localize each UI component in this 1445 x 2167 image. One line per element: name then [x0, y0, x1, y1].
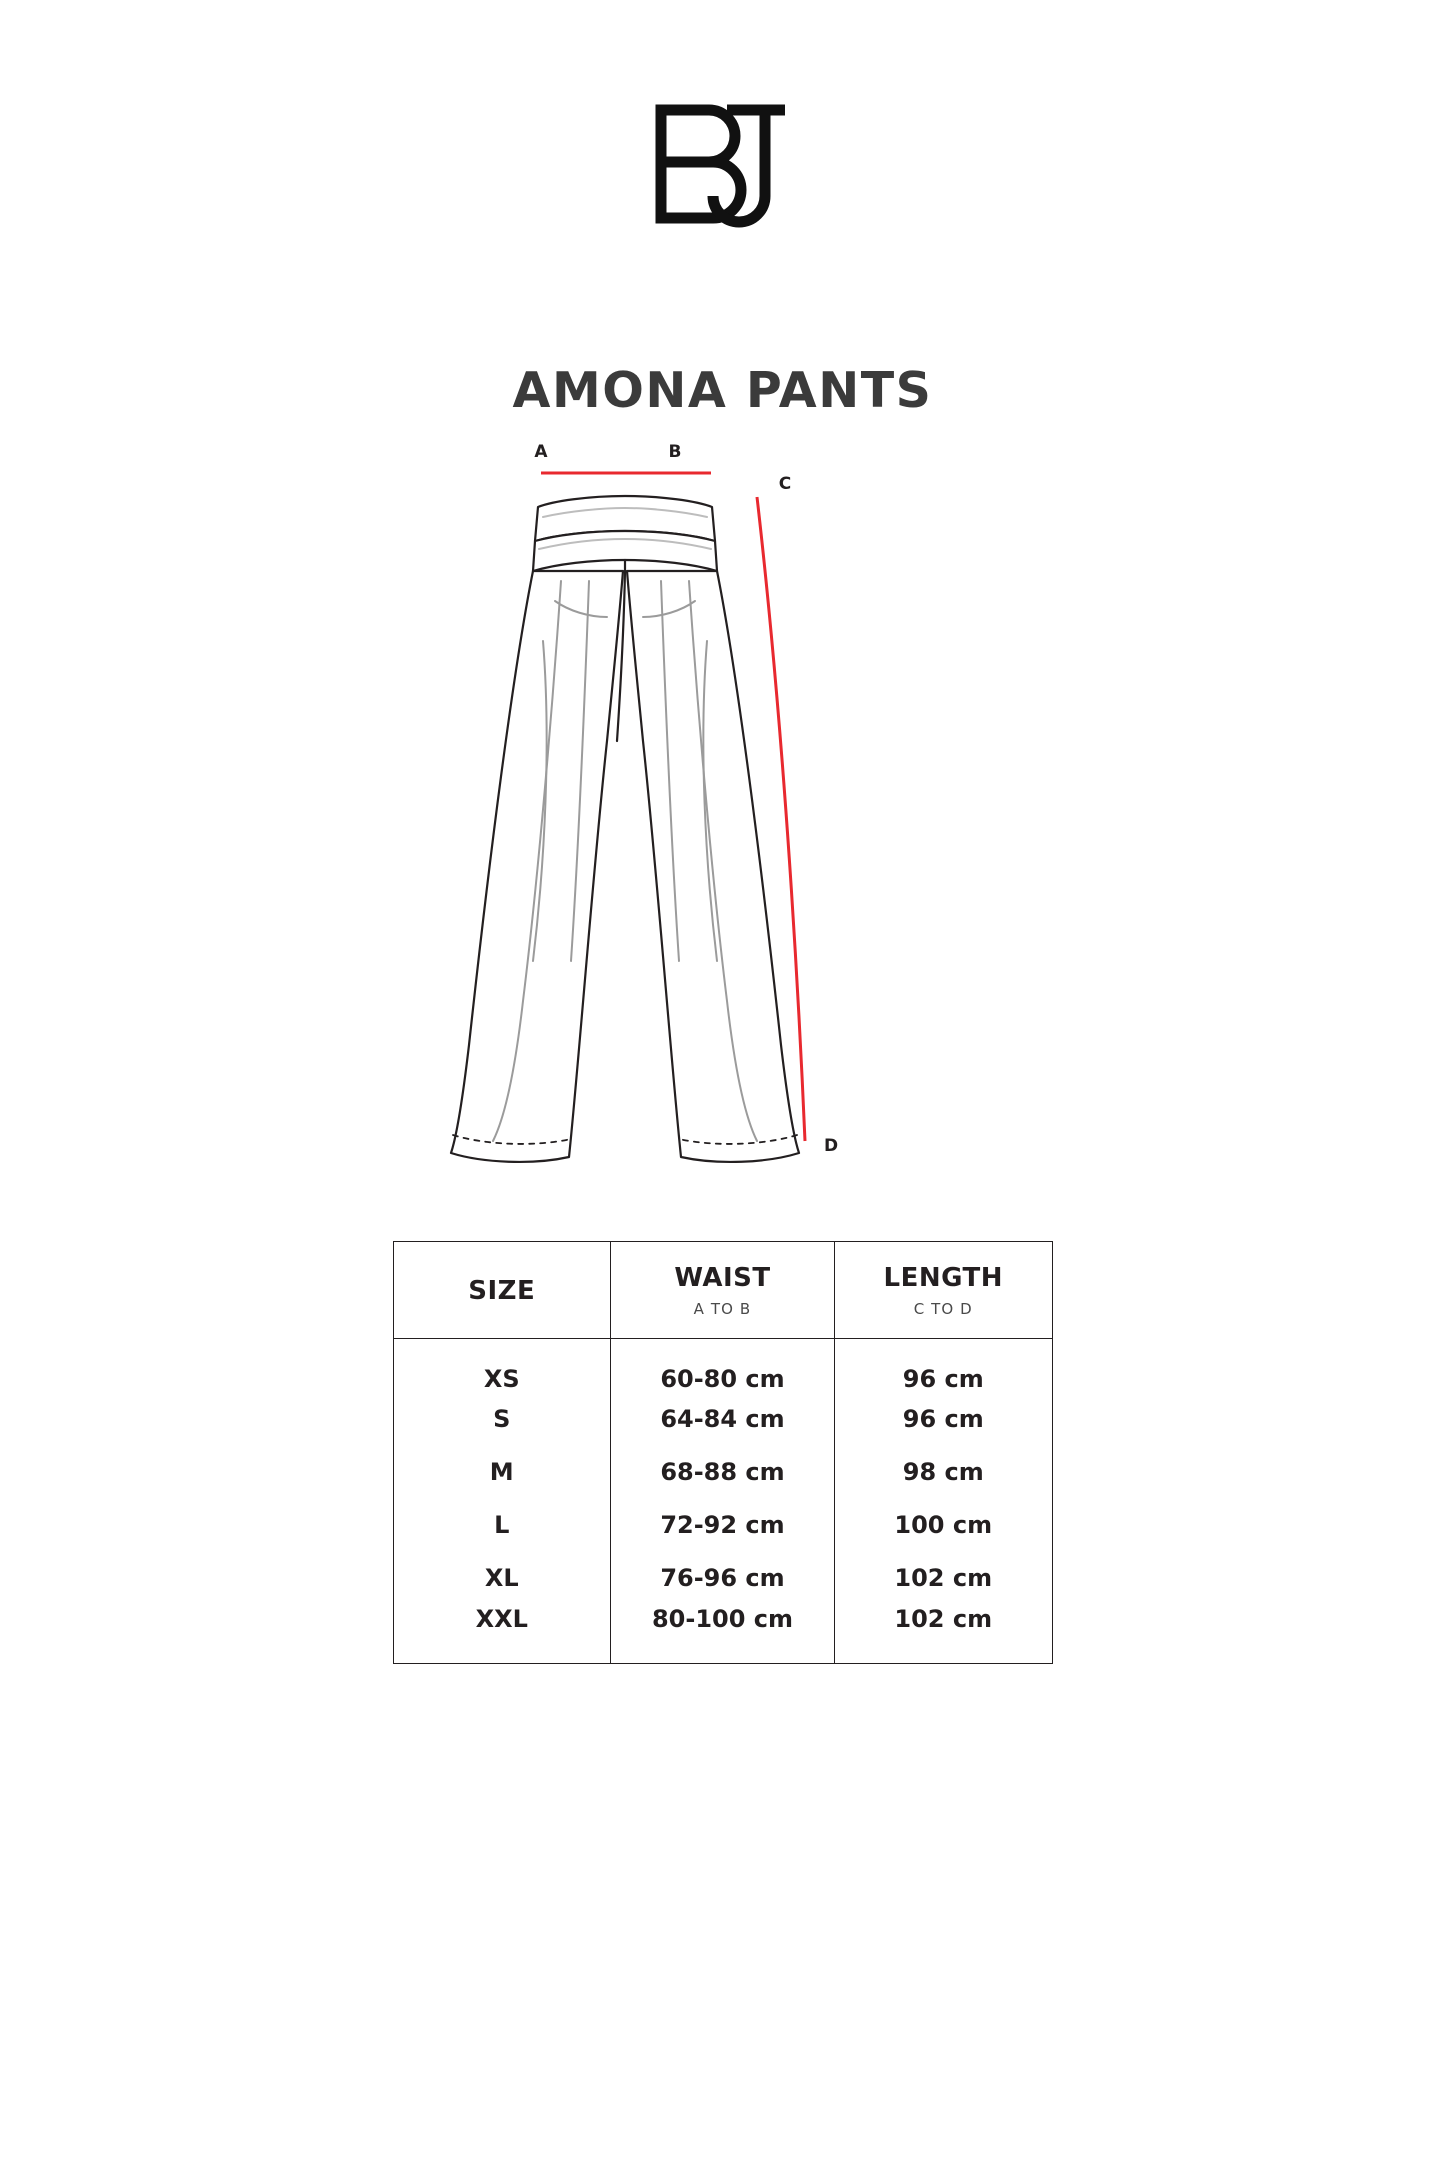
cell-length: 98 cm — [835, 1446, 1052, 1499]
marker-c-label: C — [778, 474, 791, 494]
table-header — [393, 1242, 1052, 1339]
column-header-waist — [610, 1242, 834, 1339]
cell-size: XS — [393, 1338, 610, 1393]
brand-logo — [653, 104, 793, 232]
column-header-length — [835, 1242, 1052, 1339]
cell-waist: 76-96 cm — [610, 1552, 834, 1605]
cell-waist: 60-80 cm — [610, 1338, 834, 1393]
table-row — [393, 1499, 1052, 1552]
marker-d-label: D — [823, 1136, 838, 1156]
cell-length: 102 cm — [835, 1552, 1052, 1605]
cell-size: M — [393, 1446, 610, 1499]
marker-b-label: B — [668, 442, 681, 462]
table-row — [393, 1552, 1052, 1605]
table-row — [393, 1605, 1052, 1664]
size-table-container — [393, 1241, 1053, 1664]
column-header-size-label: SIZE — [468, 1275, 536, 1306]
cell-waist: 80-100 cm — [610, 1605, 834, 1664]
cell-waist: 72-92 cm — [610, 1499, 834, 1552]
page-title: AMONA PANTS — [512, 362, 933, 419]
column-header-size — [393, 1242, 610, 1339]
table-row — [393, 1393, 1052, 1446]
garment-diagram — [393, 441, 1053, 1181]
cell-length: 100 cm — [835, 1499, 1052, 1552]
table-row — [393, 1446, 1052, 1499]
cell-waist: 68-88 cm — [610, 1446, 834, 1499]
cell-size: S — [393, 1393, 610, 1446]
column-header-waist-label: WAIST — [674, 1263, 771, 1293]
column-header-waist-sublabel: A TO B — [693, 1299, 752, 1318]
size-chart-table — [393, 1241, 1053, 1664]
cell-size: L — [393, 1499, 610, 1552]
cell-waist: 64-84 cm — [610, 1393, 834, 1446]
marker-a-label: A — [533, 442, 548, 462]
cell-size: XXL — [393, 1605, 610, 1664]
column-header-length-sublabel: C TO D — [913, 1299, 973, 1318]
table-header-row — [393, 1242, 1052, 1339]
cell-size: XL — [393, 1552, 610, 1605]
cell-length: 102 cm — [835, 1605, 1052, 1664]
table-row — [393, 1338, 1052, 1393]
bj-monogram-icon — [653, 104, 793, 232]
cell-length: 96 cm — [835, 1338, 1052, 1393]
column-header-length-label: LENGTH — [883, 1263, 1003, 1293]
cell-length: 96 cm — [835, 1393, 1052, 1446]
table-body — [393, 1338, 1052, 1663]
